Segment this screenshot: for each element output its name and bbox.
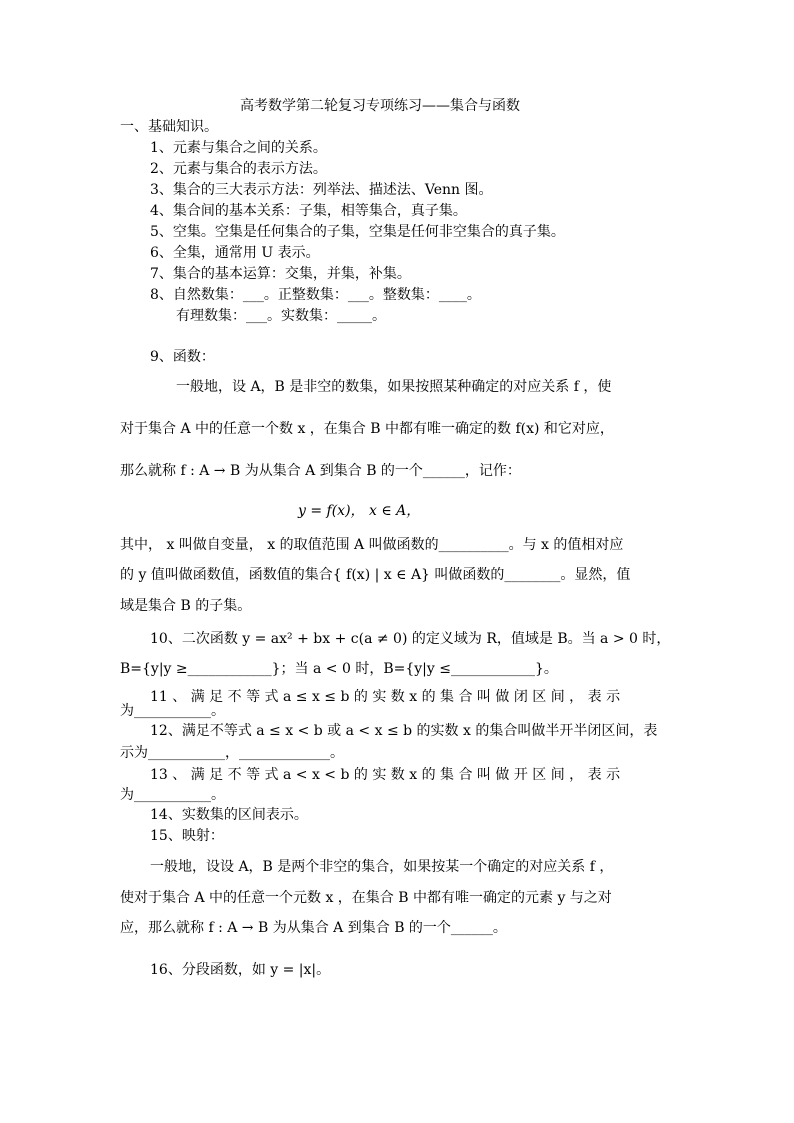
item-13-line: 13 、 满 足 不 等 式 a < x < b 的 实 数 x 的 集 合 叫 做 开 区 间 ， 表 示 xyxy=(150,767,621,783)
paragraph-line: 对于集合 A 中的任意一个数 x ，在集合 B 中都有唯一确定的数 f(x) 和它对应， xyxy=(120,421,614,437)
item-10-line: 10、二次函数 y = ax² + bx + c(a ≠ 0) 的定义域为 R，值域是 B。当 a > 0 时， xyxy=(150,631,671,647)
list-item: 2、元素与集合的表示方法。 xyxy=(150,161,327,177)
item-12-line: 12、满足不等式 a ≤ x < b 或 a < x ≤ b 的实数 x 的集合叫做半开半闭区间，表 xyxy=(150,723,658,739)
page-title: 高考数学第二轮复习专项练习——集合与函数 xyxy=(240,98,520,114)
list-item: 3、集合的三大表示方法：列举法、描述法、Venn 图。 xyxy=(150,182,493,198)
list-item: 7、集合的基本运算：交集，并集，补集。 xyxy=(150,266,411,282)
paragraph-line: 应，那么就称 f : A → B 为从集合 A 到集合 B 的一个______。 xyxy=(120,920,507,936)
item-14: 14、实数集的区间表示。 xyxy=(150,807,308,823)
section-heading: 一、基础知识。 xyxy=(120,119,218,135)
list-item-continued: 有理数集：___。实数集：_____。 xyxy=(176,308,386,324)
list-item: 5、空集。空集是任何集合的子集，空集是任何非空集合的真子集。 xyxy=(150,224,565,240)
item-11-line: 为___________。 xyxy=(120,703,225,719)
formula: y = f(x)， x ∈ A， xyxy=(298,503,421,519)
paragraph-line: 那么就称 f : A → B 为从集合 A 到集合 B 的一个______，记作： xyxy=(120,463,521,479)
item-11-line: 11 、 满 足 不 等 式 a ≤ x ≤ b 的 实 数 x 的 集 合 叫 做 闭 区 间 ， 表 示 xyxy=(150,689,621,705)
list-item: 1、元素与集合之间的关系。 xyxy=(150,140,327,156)
paragraph-line: 的 y 值叫做函数值，函数值的集合{ f(x) | x ∈ A} 叫做函数的________。显然，值 xyxy=(120,567,631,583)
item-16: 16、分段函数，如 y = |x|。 xyxy=(150,962,331,978)
item-12-line: 示为___________，_____________。 xyxy=(120,745,344,761)
paragraph-line: 一般地，设设 A，B 是两个非空的集合，如果按某一个确定的对应关系 f ， xyxy=(150,859,614,875)
list-item: 4、集合间的基本关系：子集，相等集合，真子集。 xyxy=(150,203,467,219)
list-item: 8、自然数集：___。正整数集：___。整数集：____。 xyxy=(150,287,481,303)
item-9-heading: 9、函数： xyxy=(150,349,215,365)
item-13-line: 为___________。 xyxy=(120,787,225,803)
item-15-heading: 15、映射： xyxy=(150,828,224,844)
paragraph-line: 其中， x 叫做自变量， x 的取值范围 A 叫做函数的__________。与 x 的值相对应 xyxy=(120,537,624,553)
paragraph-line: 域是集合 B 的子集。 xyxy=(120,598,252,614)
list-item: 6、全集，通常用 U 表示。 xyxy=(150,245,320,261)
paragraph-line: 一般地，设 A，B 是非空的数集，如果按照某种确定的对应关系 f ，使 xyxy=(176,379,612,395)
paragraph-line: 使对于集合 A 中的任意一个元数 x ，在集合 B 中都有唯一确定的元素 y 与之对 xyxy=(120,890,612,906)
item-10-line: B={y|y ≥____________}；当 a < 0 时，B={y|y ≤____________}。 xyxy=(120,661,558,677)
